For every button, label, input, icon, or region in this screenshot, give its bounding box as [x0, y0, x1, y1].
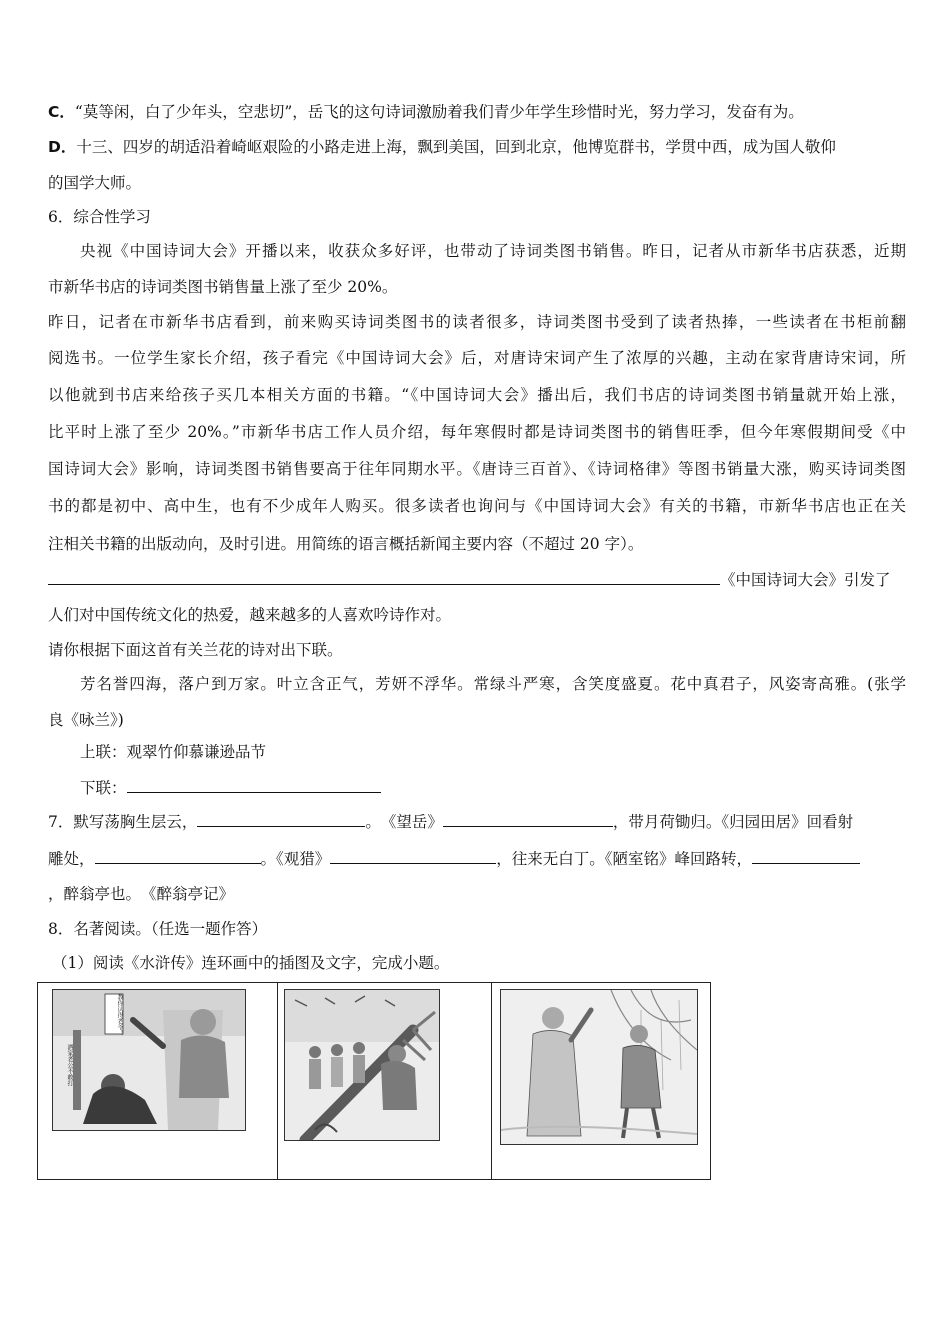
panel-1-side-caption-2: 老公: [66, 1056, 73, 1068]
q6-lower-couplet-blank[interactable]: [127, 776, 381, 793]
option-d-label: D．: [48, 138, 77, 156]
illustration-cell-3: [492, 983, 710, 1179]
q7-blank-2[interactable]: [443, 810, 613, 827]
panel-1-side-caption: [55, 1044, 73, 1086]
q7-text-a: 7．默写荡胸生层云，: [48, 813, 198, 831]
q7-text-d: 雕处，: [48, 850, 95, 868]
q6-paragraph-2-line-7: 注相关书籍的出版动向，及时引进。用简练的语言概括新闻主要内容（不超过 20 字）。: [48, 535, 644, 553]
q6-paragraph-2-line-5: 国诗词大会》影响，诗词类图书销售要高于往年同期水平。《唐诗三百首》、《诗词格律》等图书销量大涨，购买诗词类图: [48, 460, 906, 478]
q6-paragraph-4: 请你根据下面这首有关兰花的诗对出下联。: [48, 641, 343, 659]
question-6-title: 6．综合性学习: [48, 208, 151, 226]
q6-paragraph-2-line-6: 书的都是初中、高中生，也有不少成年人购买。很多读者也询问与《中国诗词大会》有关的书籍，市新华书店也正在关: [48, 497, 906, 515]
question-8-title: 8．名著阅读。（任选一题作答）: [48, 920, 268, 938]
illustration-panel-3: [500, 989, 698, 1145]
option-d-line-2: 的国学大师。: [48, 174, 142, 192]
q6-paragraph-2-line-2: 阅选书。一位学生家长介绍，孩子看完《中国诗词大会》后，对唐诗宋词产生了浓厚的兴趣，主动在家背唐诗宋词，所: [48, 349, 906, 367]
panel-1-side-caption-1: 洒家: [66, 1044, 73, 1056]
q6-paragraph-2-line-3: 以他就到书店来给孩子买几本相关方面的书籍。“《中国诗词大会》播出后，我们书店的诗词类图书销量就开始上涨，: [48, 386, 906, 404]
q6-paragraph-1-line-1: 央视《中国诗词大会》开播以来，收获众多好评，也带动了诗词类图书销售。昨日，记者从市新华书店获悉，近期: [80, 242, 906, 260]
q6-paragraph-2-line-1: 昨日，记者在市新华书店看到，前来购买诗词类图书的读者很多，诗词类图书受到了读者热捧，一些读者在书柜前翻: [48, 313, 906, 331]
illustration-cell-2: [278, 983, 492, 1179]
panel-1-caption: [105, 994, 123, 1036]
q7-text-b: 。 《望岳》: [365, 813, 443, 831]
q7-text-c: ，带月荷锄归。《归园田居》回看射: [612, 813, 854, 831]
q7-text-e: 。《观猎》: [260, 850, 331, 868]
q7-blank-4[interactable]: [330, 847, 496, 864]
illustration-cell-1: [38, 983, 278, 1179]
q7-blank-5[interactable]: [752, 847, 860, 864]
panel-1-caption-line-1: 教你认得: [116, 994, 123, 1018]
panel-1-caption-line-2: 老爷！: [116, 1018, 123, 1036]
q6-after-blank-text: 《中国诗词大会》引发了: [720, 571, 891, 589]
question-8-subtitle: （1）阅读《水浒传》连环画中的插图及文字，完成小题。: [52, 954, 450, 972]
q6-paragraph-1-line-2: 市新华书店的诗词类图书销售量上涨了至少 20%。: [48, 278, 398, 296]
question-7-line-3: ，醉翁亭也。 《醉翁亭记》: [48, 885, 235, 903]
question-7-line-1: [48, 810, 906, 833]
q6-paragraph-3: 人们对中国传统文化的热爱，越来越多的人喜欢吟诗作对。: [48, 606, 452, 624]
q6-summary-answer-blank[interactable]: [48, 568, 720, 585]
question-7-line-2: [48, 847, 906, 870]
option-c: [48, 101, 906, 123]
option-d-text-1: 十三、四岁的胡适沿着崎岖艰险的小路走进上海，飘到美国，回到北京，他博览群书，学贯中西，成为国人敬仰: [76, 138, 836, 156]
q6-lower-couplet-line: [80, 776, 906, 799]
q7-blank-1[interactable]: [197, 810, 365, 827]
q7-text-f: ，往来无白丁。《陋室铭》峰回路转，: [496, 850, 753, 868]
option-c-label: C．: [48, 103, 75, 121]
illustration-table: [37, 982, 711, 1180]
illustration-fight-scene: [53, 990, 245, 1130]
q6-answer-line: [48, 568, 906, 591]
panel-1-side-caption-3: 不敢打: [66, 1068, 73, 1086]
option-d-line-1: [48, 136, 906, 158]
q6-poem-line-1: 芳名誉四海，落户到万家。叶立含正气，芳妍不浮华。常绿斗严寒，含笑度盛夏。花中真君子，风姿寄高雅。(张学: [80, 675, 906, 693]
illustration-panel-1: [52, 989, 246, 1131]
q7-blank-3[interactable]: [95, 847, 261, 864]
q6-paragraph-2-line-4: 比平时上涨了至少 20%。”市新华书店工作人员介绍，每年寒假时都是诗词类图书的销售旺季，但今年寒假期间受《中: [48, 423, 906, 441]
q6-upper-couplet: 上联：观翠竹仰慕谦逊品节: [80, 743, 267, 761]
illustration-two-figures: [501, 990, 697, 1144]
option-c-text: “莫等闲，白了少年头，空悲切”，岳飞的这句诗词激励着我们青少年学生珍惜时光，努力学习，发奋有为。: [74, 103, 804, 121]
illustration-uprooting-willow: [285, 990, 439, 1140]
illustration-panel-2: [284, 989, 440, 1141]
q6-poem-line-2: 良《咏兰》): [48, 711, 124, 729]
q6-lower-couplet-label: 下联：: [80, 779, 127, 797]
